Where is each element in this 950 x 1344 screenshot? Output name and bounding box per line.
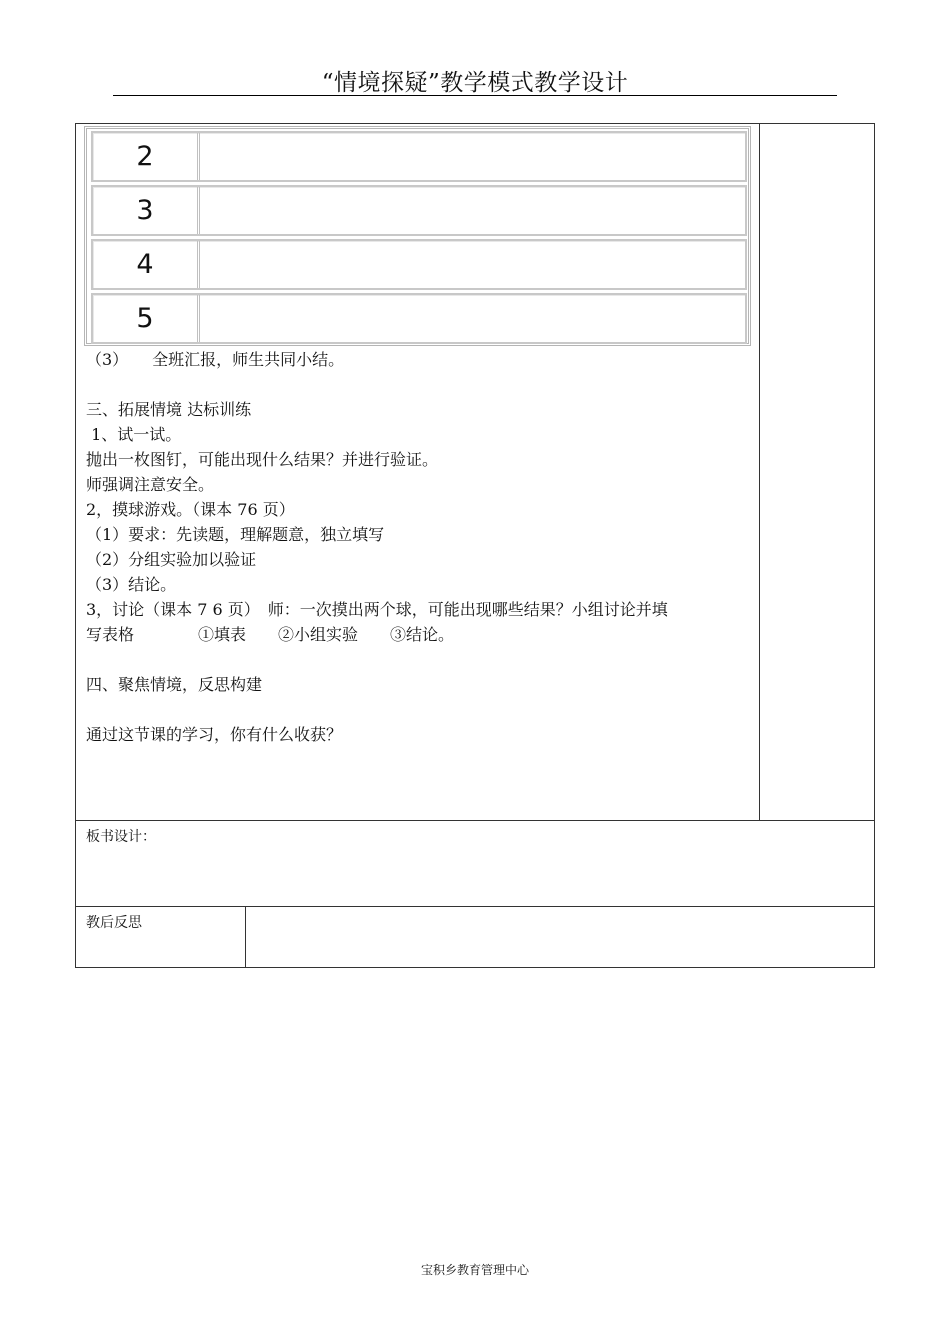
board-design-divider [75,820,875,821]
row-number: 4 [93,241,200,288]
table-row [91,131,747,182]
title-underline [113,95,837,96]
body-line: 2，摸球游戏。（课本 76 页） [86,500,295,519]
body-line: （2）分组实验加以验证 [86,550,257,569]
row-number: 3 [93,187,200,234]
body-line: 1、试一试。 [86,425,182,444]
body-line: 抛出一枚图钉，可能出现什么结果？并进行验证。 [86,450,439,469]
right-column-divider [759,123,760,820]
footer-organization: 宝积乡教育管理中心 [420,1263,529,1277]
section-heading: 四、聚焦情境，反思构建 [86,675,263,694]
body-line: （3） 全班汇报，师生共同小结。 [86,350,345,369]
document-title: “情境探疑”教学模式教学设计 [321,70,629,96]
row-number: 2 [93,133,200,180]
table-row [91,293,747,344]
body-line: 师强调注意安全。 [86,475,215,494]
body-line: 3，讨论（课本 7 6 页） 师：一次摸出两个球，可能出现哪些结果？小组讨论并填 [86,600,668,619]
body-line: 写表格 ①填表 ②小组实验 ③结论。 [86,625,455,644]
results-table [84,126,751,346]
reflection-label: 教后反思 [86,915,142,931]
reflection-label-divider [245,906,246,968]
row-number: 5 [93,295,200,342]
board-design-label: 板书设计： [86,829,156,845]
body-line: （1）要求：先读题，理解题意，独立填写 [86,525,385,544]
body-line: （3）结论。 [86,575,177,594]
section-heading: 三、拓展情境 达标训练 [86,400,252,419]
table-row [91,239,747,290]
table-row [91,185,747,236]
body-line: 通过这节课的学习，你有什么收获？ [86,725,343,744]
reflection-divider [75,906,875,907]
